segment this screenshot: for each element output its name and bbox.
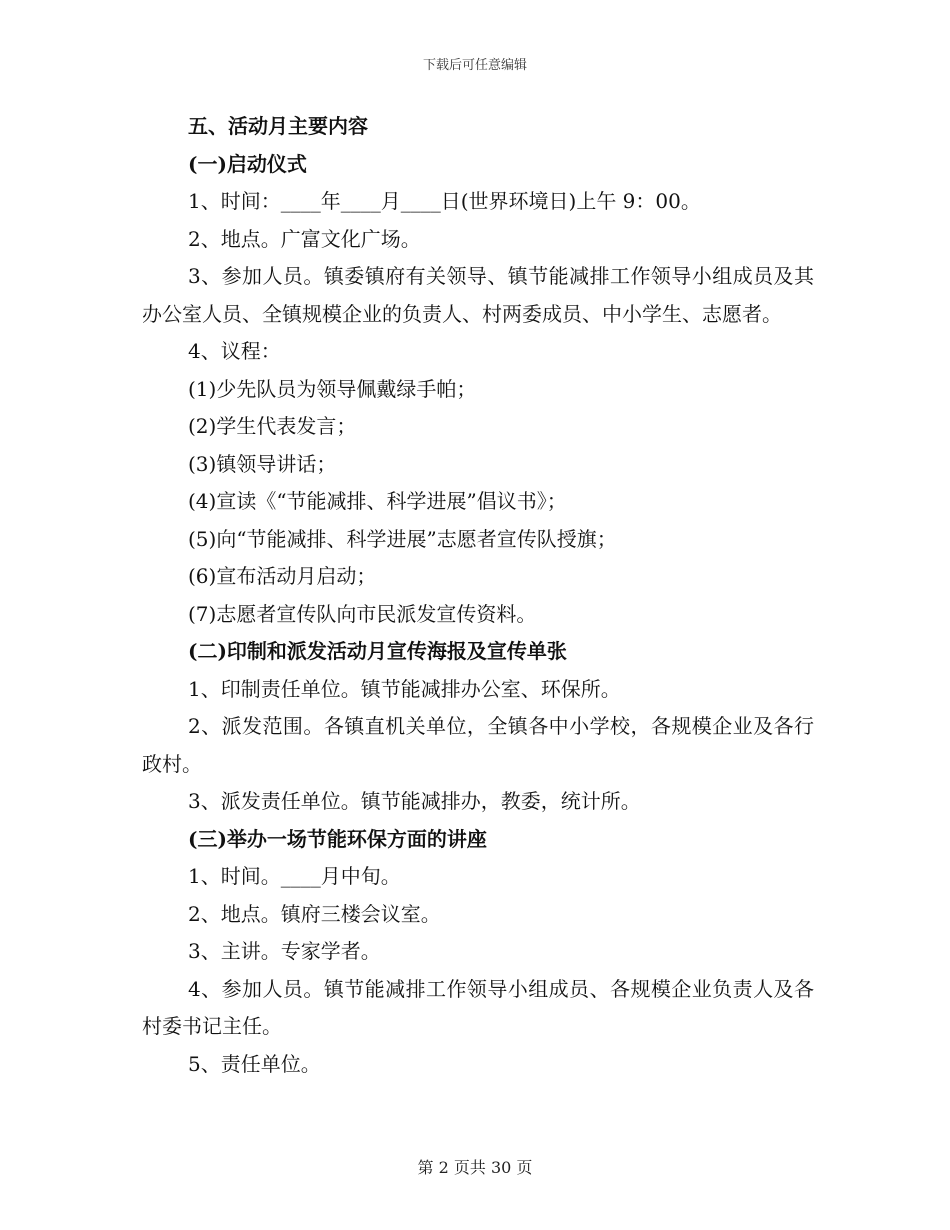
- paragraph: 2、派发范围。各镇直机关单位，全镇各中小学校，各规模企业及各行政村。: [142, 714, 814, 776]
- page-header: 下载后可任意编辑: [422, 58, 527, 73]
- paragraph: 2、地点。广富文化广场。: [188, 226, 421, 251]
- section-heading: 五、活动月主要内容: [188, 114, 368, 138]
- list-item: (3)镇领导讲话；: [188, 451, 337, 476]
- paragraph: 4、议程：: [188, 339, 281, 363]
- subsection-title: (一)启动仪式: [188, 151, 307, 176]
- paragraph: 4、参加人员。镇节能减排工作领导小组成员、各规模企业负责人及各村委书记主任。: [142, 976, 814, 1038]
- paragraph: 3、主讲。专家学者。: [188, 939, 381, 963]
- paragraph: 1、印制责任单位。镇节能减排办公室、环保所。: [188, 676, 621, 701]
- list-item: (2)学生代表发言；: [188, 414, 357, 438]
- list-item: (6)宣布活动月启动；: [188, 564, 377, 588]
- list-item: (4)宣读《“节能减排、科学进展”倡议书》；: [188, 489, 567, 513]
- list-item: (5)向“节能减排、科学进展”志愿者宣传队授旗；: [188, 526, 617, 551]
- subsection-title: (二)印制和派发活动月宣传海报及宣传单张: [188, 639, 567, 663]
- subsection-title: (三)举办一场节能环保方面的讲座: [188, 826, 487, 851]
- list-item: (1)少先队员为领导佩戴绿手帕；: [188, 376, 477, 401]
- paragraph: 1、时间。____月中旬。: [188, 864, 401, 888]
- paragraph: 3、参加人员。镇委镇府有关领导、镇节能减排工作领导小组成员及其办公室人员、全镇规模企业的负责人、村两委成员、中小学生、志愿者。: [142, 264, 814, 326]
- list-item: (7)志愿者宣传队向市民派发宣传资料。: [188, 601, 537, 626]
- paragraph: 2、地点。镇府三楼会议室。: [188, 901, 441, 926]
- paragraph: 1、时间：____年____月____日(世界环境日)上午 9：00。: [188, 189, 701, 213]
- paragraph: 5、责任单位。: [188, 1051, 321, 1076]
- document-body: [142, 108, 814, 1083]
- paragraph: 3、派发责任单位。镇节能减排办，教委，统计所。: [188, 789, 641, 813]
- page-footer: 第 2 页共 30 页: [417, 1158, 533, 1177]
